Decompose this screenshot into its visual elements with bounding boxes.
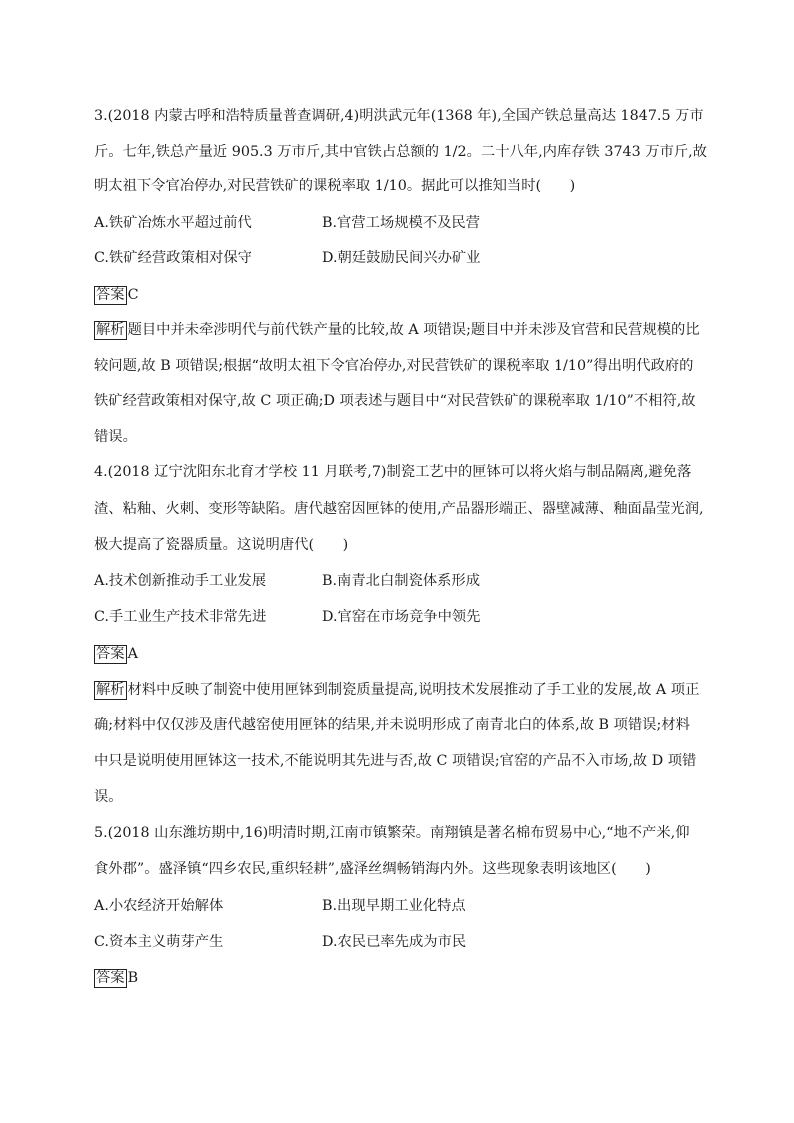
q4-option-a: A.技术创新推动手工业发展	[94, 573, 267, 589]
q3-option-c: C.铁矿经营政策相对保守	[94, 250, 252, 266]
q3-option-d: D.朝廷鼓励民间兴办矿业	[322, 250, 481, 266]
q4-analysis-text-1: 材料中反映了制瓷中使用匣钵到制瓷质量提高,说明技术发展推动了手工业的发展,故 A 项正	[127, 682, 700, 698]
q4-stem-line-1: 4.(2018 辽宁沈阳东北育才学校 11 月联考,7)制瓷工艺中的匣钵可以将火焰与制品隔离,避免落	[94, 464, 692, 480]
q4-analysis-line-2: 确;材料中仅仅涉及唐代越窑使用匣钵的结果,并未说明形成了南青北白的体系,故 B 项错误;材料	[94, 717, 690, 733]
q3-analysis-line-1	[94, 320, 706, 340]
q5-stem-line-2: 食外郡”。盛泽镇“四乡农民,重织轻耕”,盛泽丝绸畅销海内外。这些现象表明该地区( )	[94, 861, 651, 877]
q3-analysis-line-4: 错误。	[94, 429, 137, 445]
answer-tag: 答案	[96, 970, 125, 986]
q3-analysis-text-1: 题目中并未牵涉明代与前代铁产量的比较,故 A 项错误;题目中并未涉及官营和民营规模的比	[127, 322, 700, 338]
q4-stem-line-3: 极大提高了瓷器质量。这说明唐代( )	[94, 537, 349, 553]
analysis-tag: 解析	[96, 322, 125, 338]
q4-stem-line-2: 渣、粘釉、火刺、变形等缺陷。唐代越窑因匣钵的使用,产品器形端正、器壁减薄、釉面晶莹光润,	[94, 501, 704, 517]
q3-option-b: B.官营工场规模不及民营	[322, 215, 481, 231]
q5-stem-line-1: 5.(2018 山东潍坊期中,16)明清时期,江南市镇繁荣。南翔镇是著名棉布贸易中心,“地不产米,仰	[94, 825, 690, 841]
analysis-tag: 解析	[96, 682, 125, 698]
q3-stem-line-2: 斤。七年,铁总产量近 905.3 万市斤,其中官铁占总额的 1/2。二十八年,内库存铁 3743 万市斤,故	[94, 144, 708, 160]
q3-answer	[94, 285, 706, 305]
q5-answer-value: B	[127, 970, 139, 986]
q3-stem-line-3: 明太祖下令官冶停办,对民营铁矿的课税率取 1/10。据此可以推知当时( )	[94, 178, 576, 194]
q3-analysis-line-2: 较问题,故 B 项错误;根据“故明太祖下令官冶停办,对民营铁矿的课税率取 1/10”得出明代政府的	[94, 358, 694, 374]
q3-answer-value: C	[127, 287, 139, 303]
q5-option-b: B.出现早期工业化特点	[322, 898, 466, 914]
q3-stem-line-1: 3.(2018 内蒙古呼和浩特质量普查调研,4)明洪武元年(1368 年),全国产铁总量高达 1847.5 万市	[94, 108, 704, 124]
q4-answer	[94, 644, 706, 664]
q5-option-a: A.小农经济开始解体	[94, 898, 224, 914]
q5-option-c: C.资本主义萌芽产生	[94, 934, 224, 950]
q4-analysis-line-4: 误。	[94, 789, 123, 805]
q5-option-d: D.农民已率先成为市民	[322, 934, 467, 950]
q4-analysis-line-3: 中只是说明使用匣钵这一技术,不能说明其先进与否,故 C 项错误;官窑的产品不入市场,故 D 项错	[94, 753, 697, 769]
answer-tag: 答案	[96, 646, 125, 662]
answer-tag: 答案	[96, 287, 125, 303]
q4-option-d: D.官窑在市场竞争中领先	[322, 609, 481, 625]
q3-analysis-line-3: 铁矿经营政策相对保守,故 C 项正确;D 项表述与题目中“对民营铁矿的课税率取 1/10”不相符,故	[94, 393, 696, 409]
q4-option-b: B.南青北白制瓷体系形成	[322, 573, 481, 589]
q5-answer	[94, 968, 706, 988]
q3-option-a: A.铁矿冶炼水平超过前代	[94, 215, 252, 231]
q4-answer-value: A	[127, 646, 138, 662]
q4-option-c: C.手工业生产技术非常先进	[94, 609, 267, 625]
q4-analysis-line-1	[94, 680, 706, 700]
